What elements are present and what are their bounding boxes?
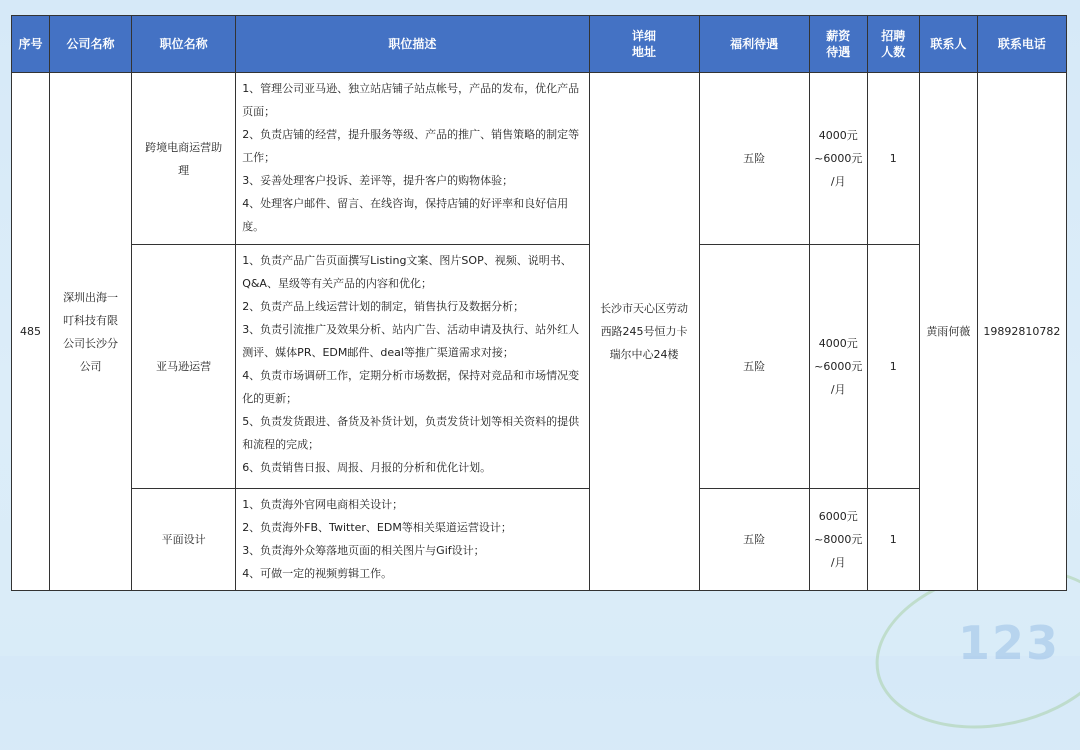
address-text: 长沙市天心区劳动西路245号恒力卡瑞尔中心24楼: [600, 302, 689, 361]
header-address: [589, 16, 699, 73]
table-row: [12, 245, 1067, 489]
watermark-text: 123: [957, 616, 1060, 670]
header-headcount-text: 招聘人数: [881, 29, 906, 59]
description-line: 6、负责销售日报、周报、月报的分析和优化计划。: [242, 461, 492, 474]
description-line: 3、负责引流推广及效果分析、站内广告、活动申请及执行、站外红人测评、媒体PR、EDM邮件、deal等推广渠道需求对接；: [242, 323, 580, 359]
header-address-text: 详细地址: [632, 29, 657, 59]
salary-line: 6000元: [818, 510, 858, 523]
header-salary: [809, 16, 867, 73]
headcount-cell: 1: [867, 73, 919, 245]
salary-line: /月: [830, 383, 846, 396]
phone-cell: 19892810782: [977, 73, 1066, 591]
benefits-cell: 五险: [699, 73, 809, 245]
header-description: 职位描述: [236, 16, 589, 73]
salary-line: 4000元: [818, 337, 858, 350]
company-name: 深圳出海一叮科技有限公司长沙分公司: [63, 290, 119, 373]
position-cell: [132, 489, 236, 591]
position-title: 跨境电商运营助理: [145, 140, 223, 177]
address-cell: [589, 73, 699, 591]
table-row: [12, 489, 1067, 591]
table-header-row: [12, 16, 1067, 73]
table-row: [12, 73, 1067, 245]
salary-line: ~8000元: [814, 533, 863, 546]
salary-line: /月: [830, 175, 846, 188]
seq-cell: 485: [12, 73, 50, 591]
salary-line: ~6000元: [814, 152, 863, 165]
position-cell: [132, 245, 236, 489]
description-line: 4、可做一定的视频剪辑工作。: [242, 567, 393, 580]
header-position: 职位名称: [132, 16, 236, 73]
description-line: 3、负责海外众筹落地页面的相关图片与Gif设计；: [242, 544, 485, 557]
benefits-cell: 五险: [699, 489, 809, 591]
header-headcount: [867, 16, 919, 73]
salary-line: /月: [830, 556, 846, 569]
contact-cell: 黄雨何薇: [919, 73, 977, 591]
header-salary-text: 薪资待遇: [826, 29, 851, 59]
description-line: 2、负责店铺的经营，提升服务等级、产品的推广、销售策略的制定等工作；: [242, 128, 580, 164]
position-title: 亚马逊运营: [156, 360, 212, 373]
benefits-cell: 五险: [699, 245, 809, 489]
salary-cell: [809, 245, 867, 489]
header-company: 公司名称: [50, 16, 132, 73]
description-cell: [236, 489, 589, 591]
position-title: 平面设计: [161, 533, 206, 546]
description-line: 1、负责海外官网电商相关设计；: [242, 498, 404, 511]
header-benefits: 福利待遇: [699, 16, 809, 73]
description-line: 1、管理公司亚马逊、独立站店铺子站点帐号，产品的发布，优化产品页面；: [242, 82, 580, 118]
header-phone: 联系电话: [977, 16, 1066, 73]
header-contact: 联系人: [919, 16, 977, 73]
description-line: 5、负责发货跟进、备货及补货计划，负责发货计划等相关资料的提供和流程的完成；: [242, 415, 580, 451]
description-cell: [236, 245, 589, 489]
headcount-cell: 1: [867, 489, 919, 591]
job-listing-table: [11, 15, 1067, 591]
salary-line: ~6000元: [814, 360, 863, 373]
salary-cell: [809, 489, 867, 591]
description-line: 3、妥善处理客户投诉、差评等，提升客户的购物体验；: [242, 174, 514, 187]
header-seq: 序号: [12, 16, 50, 73]
description-line: 1、负责产品广告页面撰写Listing文案、图片SOP、视频、说明书、Q&A、星级等有关产品的内容和优化；: [242, 254, 572, 290]
position-cell: [132, 73, 236, 245]
company-cell: [50, 73, 132, 591]
description-line: 4、负责市场调研工作，定期分析市场数据，保持对竞品和市场情况变化的更新；: [242, 369, 580, 405]
description-line: 2、负责海外FB、Twitter、EDM等相关渠道运营设计；: [242, 521, 512, 534]
headcount-cell: 1: [867, 245, 919, 489]
description-cell: [236, 73, 589, 245]
description-line: 4、处理客户邮件、留言、在线咨询，保持店铺的好评率和良好信用度。: [242, 197, 569, 233]
description-line: 2、负责产品上线运营计划的制定，销售执行及数据分析；: [242, 300, 525, 313]
salary-line: 4000元: [818, 129, 858, 142]
salary-cell: [809, 73, 867, 245]
